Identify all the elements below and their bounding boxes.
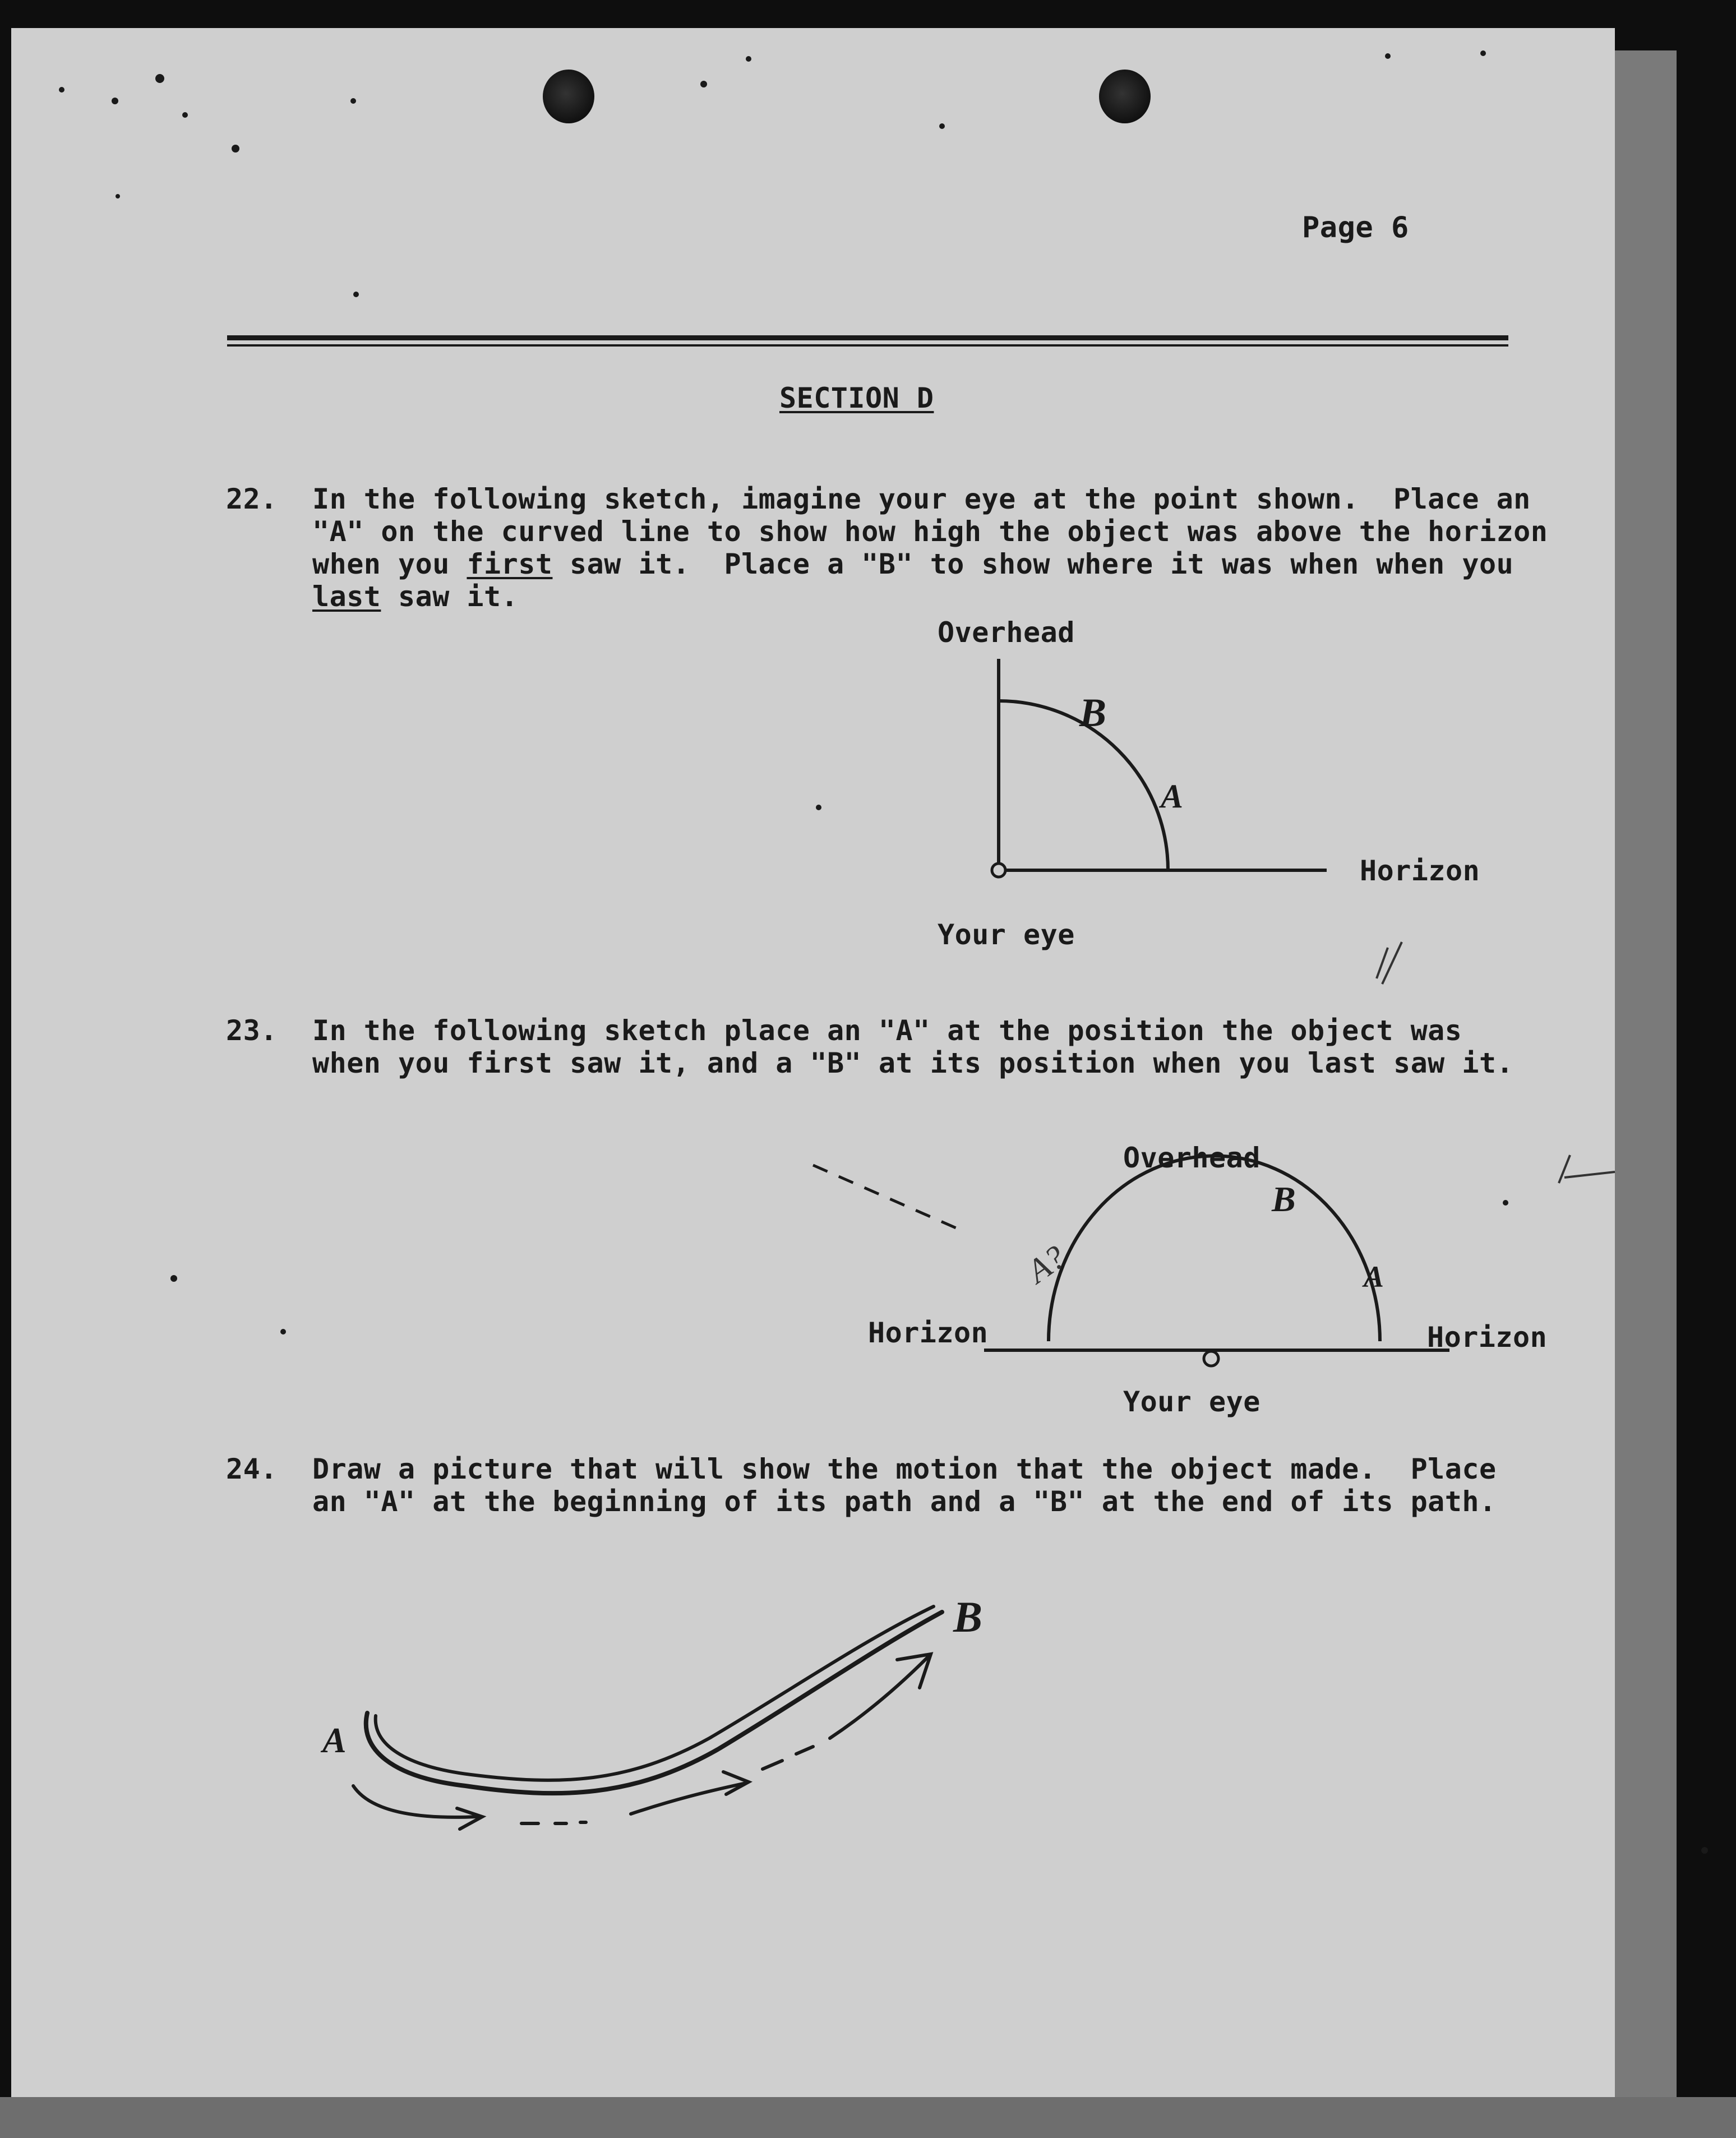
q22-line-4: last saw it. xyxy=(312,580,519,613)
q24-line-1: Draw a picture that will show the motion that the object made. Place xyxy=(312,1453,1497,1485)
q22-handwritten-a: A xyxy=(1161,778,1184,815)
scan-speckles xyxy=(59,50,1708,1854)
q23-margin-mark xyxy=(1559,1155,1615,1183)
q23-line-1: In the following sketch place an "A" at the position the object was xyxy=(312,1014,1462,1047)
q22-line-1: In the following sketch, imagine your eye at the point shown. Place an xyxy=(312,483,1531,515)
q24-dashes-1 xyxy=(521,1822,586,1823)
q22-eye-point xyxy=(992,863,1005,877)
q22-horizon-label: Horizon xyxy=(1360,855,1480,887)
q22-overhead-label: Overhead xyxy=(938,616,1075,649)
q22-line-2: "A" on the curved line to show how high the object was above the horizon xyxy=(312,515,1548,548)
q24-motion-drawing xyxy=(353,1606,942,1829)
q22-number: 22. xyxy=(226,483,278,515)
q23-eye-label: Your eye xyxy=(1123,1386,1261,1418)
q22-emphasis-first: first xyxy=(467,548,553,580)
q23-horizon-left-label: Horizon xyxy=(868,1317,989,1349)
q23-eye-point xyxy=(1204,1351,1218,1366)
q23-arc xyxy=(1049,1156,1380,1341)
q23-handwritten-b: B xyxy=(1272,1179,1296,1219)
q23-semicircle-diagram xyxy=(813,1156,1449,1366)
q22-emphasis-last: last xyxy=(312,580,381,613)
page-number: Page 6 xyxy=(1302,211,1409,244)
q24-line-2: an "A" at the beginning of its path and a "B" at the end of its path. xyxy=(312,1485,1497,1518)
q24-dashes-2 xyxy=(763,1747,813,1769)
q23-horizon-right-label: Horizon xyxy=(1427,1321,1548,1354)
q24-handwritten-a: A xyxy=(322,1720,347,1760)
q24-arrow-2 xyxy=(631,1783,746,1814)
q22-eye-label: Your eye xyxy=(938,918,1075,951)
q24-arrow-2-head xyxy=(723,1772,749,1794)
q23-overhead-label: Overhead xyxy=(1123,1142,1261,1174)
q23-handwritten-a-question: A? xyxy=(1020,1238,1073,1290)
q22-check-mark xyxy=(1377,942,1402,984)
q24-handwritten-b: B xyxy=(953,1592,983,1641)
q24-number: 24. xyxy=(226,1453,278,1485)
q22-quarter-circle-diagram xyxy=(992,659,1327,877)
q24-arrow-1 xyxy=(353,1786,477,1817)
q22-line-3: when you first saw it. Place a "B" to show where it was when when you xyxy=(312,548,1514,580)
q24-path-line-outer xyxy=(366,1612,942,1793)
q22-handwritten-b: B xyxy=(1079,690,1107,735)
section-title: SECTION D xyxy=(779,382,934,414)
q23-handwritten-a: A xyxy=(1364,1260,1384,1294)
q23-number: 23. xyxy=(226,1014,278,1047)
q24-path-line-inner xyxy=(376,1606,934,1780)
q23-dashed-sightline xyxy=(813,1165,956,1228)
q23-line-2: when you first saw it, and a "B" at its position when you last saw it. xyxy=(312,1047,1514,1079)
